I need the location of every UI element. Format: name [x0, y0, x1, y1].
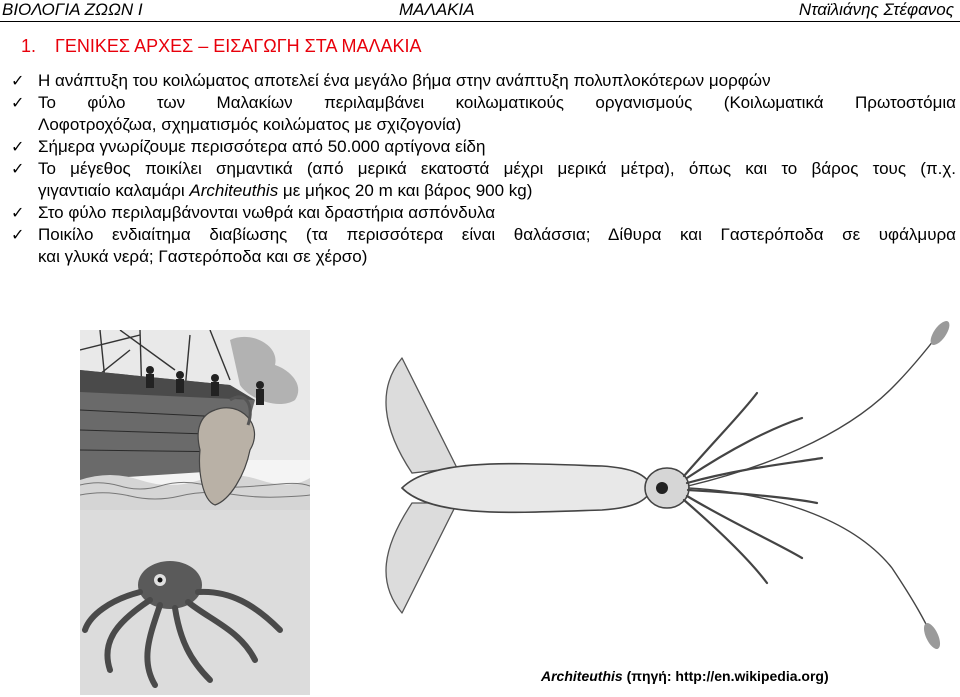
check-icon: ✓: [11, 203, 25, 222]
figure-caption: [541, 668, 829, 684]
list-item: [11, 202, 956, 224]
ship-squid-illustration: [80, 330, 310, 695]
caption-source: (πηγή: http://en.wikipedia.org): [622, 668, 829, 684]
list-item-text: Η ανάπτυξη του κοιλώματος αποτελεί ένα μεγάλο βήμα στην ανάπτυξη πολυπλοκότερων μορφών: [38, 71, 771, 90]
check-icon: ✓: [11, 159, 25, 178]
page-header: [0, 0, 960, 20]
list-item-text: [38, 180, 956, 202]
architeuthis-illustration: [372, 318, 960, 653]
list-item-text: Το φύλο των Μαλακίων περιλαμβάνει κοιλωματικούς οργανισμούς (Κοιλωματικά Πρωτοστόμια: [38, 93, 956, 112]
list-item-text: Το μέγεθος ποικίλει σημαντικά (από μερικά εκατοστά μέχρι μερικά μέτρα), όπως και το βάρος τους (π.χ.: [38, 159, 956, 178]
section-number: 1.: [21, 36, 37, 56]
caption-species: Architeuthis: [541, 668, 623, 684]
list-item: [11, 70, 956, 92]
list-item-text-part: με μήκος 20 m και βάρος 900 kg): [278, 181, 533, 200]
header-course: ΒΙΟΛΟΓΙΑ ΖΩΩΝ Ι: [2, 0, 143, 19]
section-title-text: ΓΕΝΙΚΕΣ ΑΡΧΕΣ – ΕΙΣΑΓΩΓΗ ΣΤΑ ΜΑΛΑΚΙΑ: [55, 36, 422, 56]
check-icon: ✓: [11, 93, 25, 112]
list-item: [11, 158, 956, 202]
list-item-text: Ποικίλο ενδιαίτημα διαβίωσης (τα περισσότερα είναι θαλάσσια; Δίθυρα και Γαστερόποδα σε υφάλμυρα: [38, 225, 956, 244]
list-item-text-part: γιγαντιαίο καλαμάρι: [38, 181, 190, 200]
bullet-list: [11, 70, 956, 268]
header-divider: [0, 21, 960, 22]
header-author: Νταϊλιάνης Στέφανος: [798, 0, 954, 19]
check-icon: ✓: [11, 225, 25, 244]
section-title: [21, 36, 422, 57]
list-item-text: Λοφοτροχόζωα, σχηματισμός κοιλώματος με σχιζογονία): [38, 115, 462, 134]
header-topic: ΜΑΛΑΚΙΑ: [399, 0, 475, 19]
check-icon: ✓: [11, 71, 25, 90]
list-item: [11, 92, 956, 136]
list-item: [11, 224, 956, 268]
list-item-text: Στο φύλο περιλαμβάνονται νωθρά και δραστήρια ασπόνδυλα: [38, 203, 496, 222]
check-icon: ✓: [11, 137, 25, 156]
list-item: [11, 136, 956, 158]
list-item-text: και γλυκά νερά; Γαστερόποδα και σε χέρσο): [38, 247, 368, 266]
list-item-text: Σήμερα γνωρίζουμε περισσότερα από 50.000 αρτίγονα είδη: [38, 137, 486, 156]
species-name: Architeuthis: [189, 181, 279, 200]
